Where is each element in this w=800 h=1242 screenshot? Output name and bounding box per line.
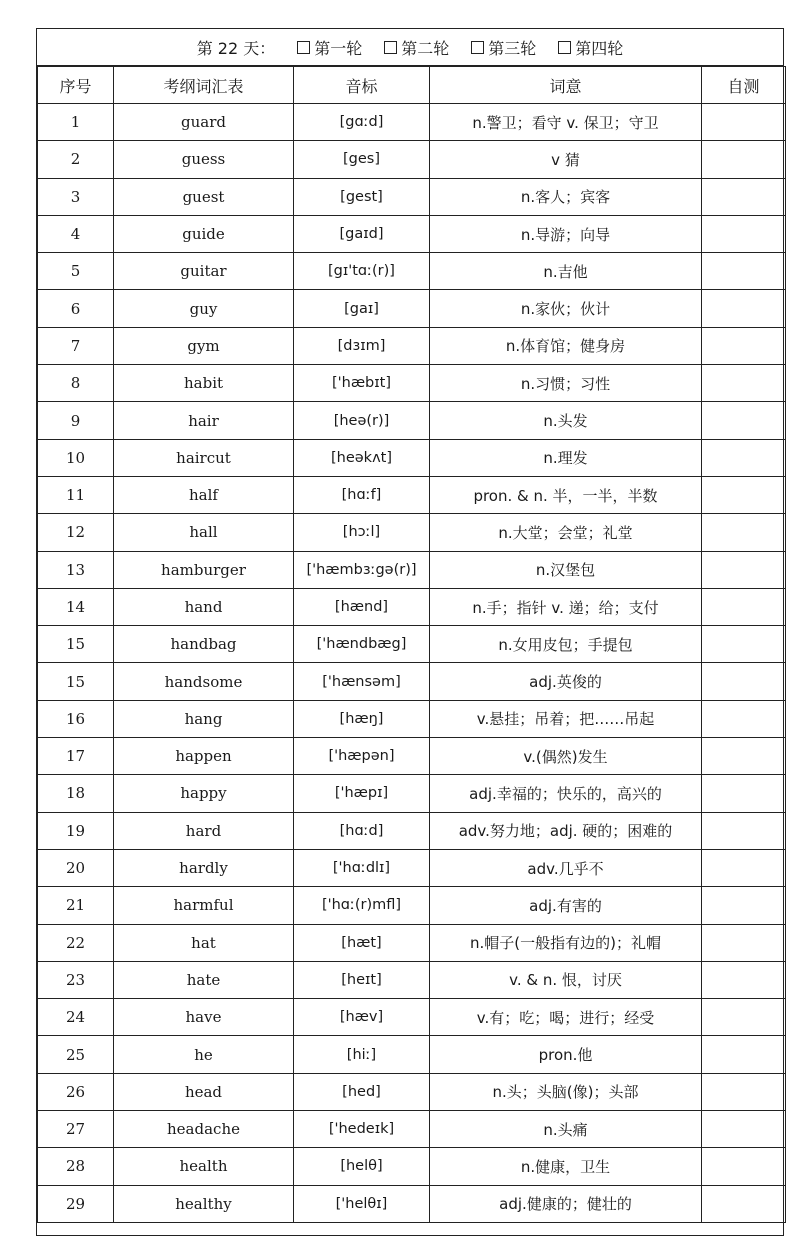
table-row <box>38 253 786 290</box>
row-number: 24 <box>38 999 114 1036</box>
row-word: happen <box>114 738 294 775</box>
row-phonetic: [gaɪ] <box>294 290 430 327</box>
round-1-checkbox[interactable]: 第一轮 <box>297 36 362 59</box>
row-number: 10 <box>38 439 114 476</box>
row-self-test[interactable] <box>702 1036 786 1073</box>
checkbox-icon <box>384 41 397 54</box>
row-self-test[interactable] <box>702 178 786 215</box>
table-row <box>38 588 786 625</box>
row-meaning: adj.英俊的 <box>430 663 702 700</box>
table-row <box>38 551 786 588</box>
row-meaning: n.警卫；看守 v. 保卫；守卫 <box>430 104 702 141</box>
table-row <box>38 849 786 886</box>
row-meaning: n.习惯；习性 <box>430 365 702 402</box>
row-word: hair <box>114 402 294 439</box>
row-number: 13 <box>38 551 114 588</box>
row-meaning: n.家伙；伙计 <box>430 290 702 327</box>
row-phonetic: ['helθɪ] <box>294 1185 430 1222</box>
row-number: 6 <box>38 290 114 327</box>
row-self-test[interactable] <box>702 812 786 849</box>
row-word: hard <box>114 812 294 849</box>
row-number: 9 <box>38 402 114 439</box>
col-header-meaning: 词意 <box>430 67 702 104</box>
row-number: 15 <box>38 626 114 663</box>
row-number: 21 <box>38 887 114 924</box>
row-meaning: adj.健康的；健壮的 <box>430 1185 702 1222</box>
table-row <box>38 178 786 215</box>
row-phonetic: ['hændbæg] <box>294 626 430 663</box>
row-number: 19 <box>38 812 114 849</box>
row-meaning: n.体育馆；健身房 <box>430 327 702 364</box>
row-number: 5 <box>38 253 114 290</box>
checkbox-icon <box>297 41 310 54</box>
row-meaning: n.头发 <box>430 402 702 439</box>
col-header-number: 序号 <box>38 67 114 104</box>
row-phonetic: [hiː] <box>294 1036 430 1073</box>
row-number: 1 <box>38 104 114 141</box>
row-meaning: v 猜 <box>430 141 702 178</box>
row-number: 23 <box>38 961 114 998</box>
row-word: hate <box>114 961 294 998</box>
row-phonetic: [hed] <box>294 1073 430 1110</box>
row-phonetic: [hɑːf] <box>294 476 430 513</box>
row-self-test[interactable] <box>702 514 786 551</box>
vocabulary-sheet <box>36 28 784 1236</box>
row-meaning: adv.努力地；adj. 硬的；困难的 <box>430 812 702 849</box>
row-meaning: pron.他 <box>430 1036 702 1073</box>
row-phonetic: [hænd] <box>294 588 430 625</box>
row-word: harmful <box>114 887 294 924</box>
row-phonetic: ['hænsəm] <box>294 663 430 700</box>
row-word: hang <box>114 700 294 737</box>
row-self-test[interactable] <box>702 141 786 178</box>
round-2-checkbox[interactable]: 第二轮 <box>384 36 449 59</box>
table-row <box>38 365 786 402</box>
vocab-table <box>37 66 786 1223</box>
row-word: guide <box>114 215 294 252</box>
table-row <box>38 104 786 141</box>
row-self-test[interactable] <box>702 476 786 513</box>
row-self-test[interactable] <box>702 290 786 327</box>
table-row <box>38 1073 786 1110</box>
row-number: 25 <box>38 1036 114 1073</box>
row-self-test[interactable] <box>702 961 786 998</box>
row-self-test[interactable] <box>702 1148 786 1185</box>
row-meaning: n.女用皮包；手提包 <box>430 626 702 663</box>
row-meaning: v. & n. 恨，讨厌 <box>430 961 702 998</box>
row-number: 11 <box>38 476 114 513</box>
row-phonetic: [hæŋ] <box>294 700 430 737</box>
row-self-test[interactable] <box>702 700 786 737</box>
table-row <box>38 663 786 700</box>
row-number: 22 <box>38 924 114 961</box>
row-self-test[interactable] <box>702 1073 786 1110</box>
table-row <box>38 1036 786 1073</box>
row-self-test[interactable] <box>702 775 786 812</box>
row-meaning: n.手；指针 v. 递；给；支付 <box>430 588 702 625</box>
row-self-test[interactable] <box>702 1185 786 1222</box>
row-word: handbag <box>114 626 294 663</box>
row-meaning: n.理发 <box>430 439 702 476</box>
round-3-checkbox[interactable]: 第三轮 <box>471 36 536 59</box>
row-word: hardly <box>114 849 294 886</box>
row-number: 26 <box>38 1073 114 1110</box>
row-meaning: n.大堂；会堂；礼堂 <box>430 514 702 551</box>
row-word: hat <box>114 924 294 961</box>
row-meaning: pron. & n. 半，一半，半数 <box>430 476 702 513</box>
row-word: head <box>114 1073 294 1110</box>
checkbox-icon <box>558 41 571 54</box>
row-self-test[interactable] <box>702 663 786 700</box>
row-phonetic: [hæt] <box>294 924 430 961</box>
row-self-test[interactable] <box>702 402 786 439</box>
row-self-test[interactable] <box>702 253 786 290</box>
row-word: haircut <box>114 439 294 476</box>
row-number: 7 <box>38 327 114 364</box>
row-number: 12 <box>38 514 114 551</box>
table-row <box>38 812 786 849</box>
day-label: 第 22 天： <box>196 38 276 58</box>
row-phonetic: [gɑːd] <box>294 104 430 141</box>
row-phonetic: [gest] <box>294 178 430 215</box>
table-row <box>38 327 786 364</box>
table-row <box>38 775 786 812</box>
table-row <box>38 626 786 663</box>
row-word: guest <box>114 178 294 215</box>
row-number: 4 <box>38 215 114 252</box>
row-self-test[interactable] <box>702 588 786 625</box>
table-row <box>38 402 786 439</box>
row-meaning: n.客人；宾客 <box>430 178 702 215</box>
table-row <box>38 1148 786 1185</box>
table-row <box>38 1185 786 1222</box>
row-meaning: v.(偶然)发生 <box>430 738 702 775</box>
row-meaning: n.吉他 <box>430 253 702 290</box>
table-header-row <box>38 67 786 104</box>
table-row <box>38 961 786 998</box>
row-meaning: n.汉堡包 <box>430 551 702 588</box>
row-word: habit <box>114 365 294 402</box>
row-word: happy <box>114 775 294 812</box>
day-header <box>37 29 783 66</box>
table-row <box>38 999 786 1036</box>
row-number: 28 <box>38 1148 114 1185</box>
row-meaning: n.头痛 <box>430 1111 702 1148</box>
row-phonetic: [helθ] <box>294 1148 430 1185</box>
row-number: 27 <box>38 1111 114 1148</box>
row-word: half <box>114 476 294 513</box>
row-meaning: n.导游；向导 <box>430 215 702 252</box>
row-word: guy <box>114 290 294 327</box>
row-self-test[interactable] <box>702 626 786 663</box>
row-self-test[interactable] <box>702 439 786 476</box>
row-word: headache <box>114 1111 294 1148</box>
row-self-test[interactable] <box>702 887 786 924</box>
row-meaning: n.头；头脑(像)；头部 <box>430 1073 702 1110</box>
row-self-test[interactable] <box>702 104 786 141</box>
row-number: 15 <box>38 663 114 700</box>
row-word: gym <box>114 327 294 364</box>
checkbox-icon <box>471 41 484 54</box>
row-meaning: adj.幸福的；快乐的，高兴的 <box>430 775 702 812</box>
row-word: have <box>114 999 294 1036</box>
row-phonetic: [heə(r)] <box>294 402 430 439</box>
table-row <box>38 215 786 252</box>
table-row <box>38 514 786 551</box>
row-self-test[interactable] <box>702 215 786 252</box>
table-row <box>38 700 786 737</box>
row-phonetic: ['hæpən] <box>294 738 430 775</box>
table-row <box>38 1111 786 1148</box>
row-word: guard <box>114 104 294 141</box>
row-self-test[interactable] <box>702 365 786 402</box>
row-phonetic: [dɜɪm] <box>294 327 430 364</box>
row-phonetic: [gaɪd] <box>294 215 430 252</box>
row-self-test[interactable] <box>702 999 786 1036</box>
table-row <box>38 439 786 476</box>
row-phonetic: ['hɑːdlɪ] <box>294 849 430 886</box>
row-phonetic: ['hæpɪ] <box>294 775 430 812</box>
row-phonetic: ['hæbɪt] <box>294 365 430 402</box>
row-phonetic: [hɔːl] <box>294 514 430 551</box>
table-row <box>38 476 786 513</box>
col-header-word: 考纲词汇表 <box>114 67 294 104</box>
row-number: 20 <box>38 849 114 886</box>
row-word: guess <box>114 141 294 178</box>
row-self-test[interactable] <box>702 924 786 961</box>
row-meaning: v.有；吃；喝；进行；经受 <box>430 999 702 1036</box>
row-word: hand <box>114 588 294 625</box>
row-phonetic: [hɑːd] <box>294 812 430 849</box>
row-number: 14 <box>38 588 114 625</box>
row-word: he <box>114 1036 294 1073</box>
row-self-test[interactable] <box>702 327 786 364</box>
row-self-test[interactable] <box>702 738 786 775</box>
table-row <box>38 924 786 961</box>
row-meaning: adv.几乎不 <box>430 849 702 886</box>
row-number: 16 <box>38 700 114 737</box>
row-phonetic: [heɪt] <box>294 961 430 998</box>
row-number: 18 <box>38 775 114 812</box>
row-phonetic: ['hɑː(r)mfl] <box>294 887 430 924</box>
row-number: 29 <box>38 1185 114 1222</box>
row-word: hamburger <box>114 551 294 588</box>
row-meaning: n.帽子(一般指有边的)；礼帽 <box>430 924 702 961</box>
row-phonetic: [ges] <box>294 141 430 178</box>
table-row <box>38 290 786 327</box>
row-phonetic: ['hæmbɜːgə(r)] <box>294 551 430 588</box>
row-meaning: adj.有害的 <box>430 887 702 924</box>
row-word: handsome <box>114 663 294 700</box>
row-self-test[interactable] <box>702 849 786 886</box>
row-self-test[interactable] <box>702 551 786 588</box>
row-number: 3 <box>38 178 114 215</box>
row-phonetic: ['hedeɪk] <box>294 1111 430 1148</box>
row-meaning: v.悬挂；吊着；把……吊起 <box>430 700 702 737</box>
row-phonetic: [hæv] <box>294 999 430 1036</box>
row-phonetic: [heəkʌt] <box>294 439 430 476</box>
row-word: guitar <box>114 253 294 290</box>
row-number: 17 <box>38 738 114 775</box>
table-row <box>38 887 786 924</box>
row-word: healthy <box>114 1185 294 1222</box>
table-row <box>38 141 786 178</box>
row-meaning: n.健康，卫生 <box>430 1148 702 1185</box>
col-header-self-test: 自测 <box>702 67 786 104</box>
table-row <box>38 738 786 775</box>
row-word: hall <box>114 514 294 551</box>
round-4-checkbox[interactable]: 第四轮 <box>558 36 623 59</box>
row-self-test[interactable] <box>702 1111 786 1148</box>
row-number: 8 <box>38 365 114 402</box>
row-number: 2 <box>38 141 114 178</box>
row-phonetic: [gɪ'tɑː(r)] <box>294 253 430 290</box>
row-word: health <box>114 1148 294 1185</box>
col-header-phonetic: 音标 <box>294 67 430 104</box>
